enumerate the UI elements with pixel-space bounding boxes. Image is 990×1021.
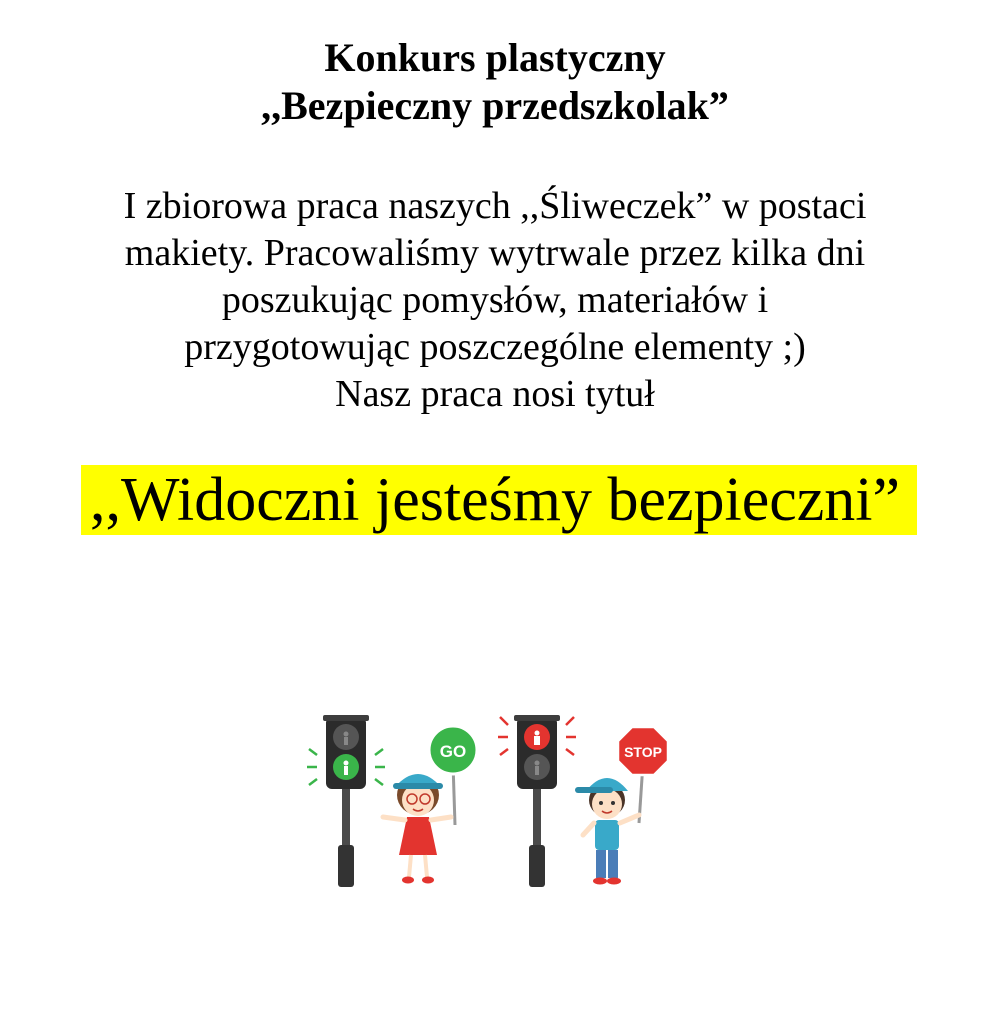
heading-line-2: ,,Bezpieczny przedszkolak” — [261, 83, 729, 128]
boy-with-stop-sign-icon — [575, 727, 668, 885]
paragraph-line: makiety. Pracowaliśmy wytrwale przez kilka dni — [124, 232, 866, 274]
traffic-safety-illustration — [305, 705, 685, 895]
go-sign-label: GO — [439, 742, 467, 761]
paragraph-line: poszukując pomysłów, materiałów i — [221, 279, 769, 321]
traffic-light-red-icon — [498, 715, 576, 887]
description-paragraph — [40, 183, 950, 418]
paragraph-line: I zbiorowa praca naszych ,,Śliweczek” w postaci — [123, 185, 867, 227]
traffic-light-green-icon — [307, 715, 385, 887]
paragraph-line: przygotowując poszczególne elementy ;) — [184, 326, 806, 368]
stop-sign-label: STOP — [624, 744, 662, 760]
paragraph-line: Nasz praca nosi tytuł — [335, 373, 655, 415]
heading-line-1: Konkurs plastyczny — [324, 35, 666, 80]
girl-with-go-sign-icon — [383, 726, 477, 884]
work-title: ,,Widoczni jesteśmy bezpieczni” — [89, 466, 901, 534]
